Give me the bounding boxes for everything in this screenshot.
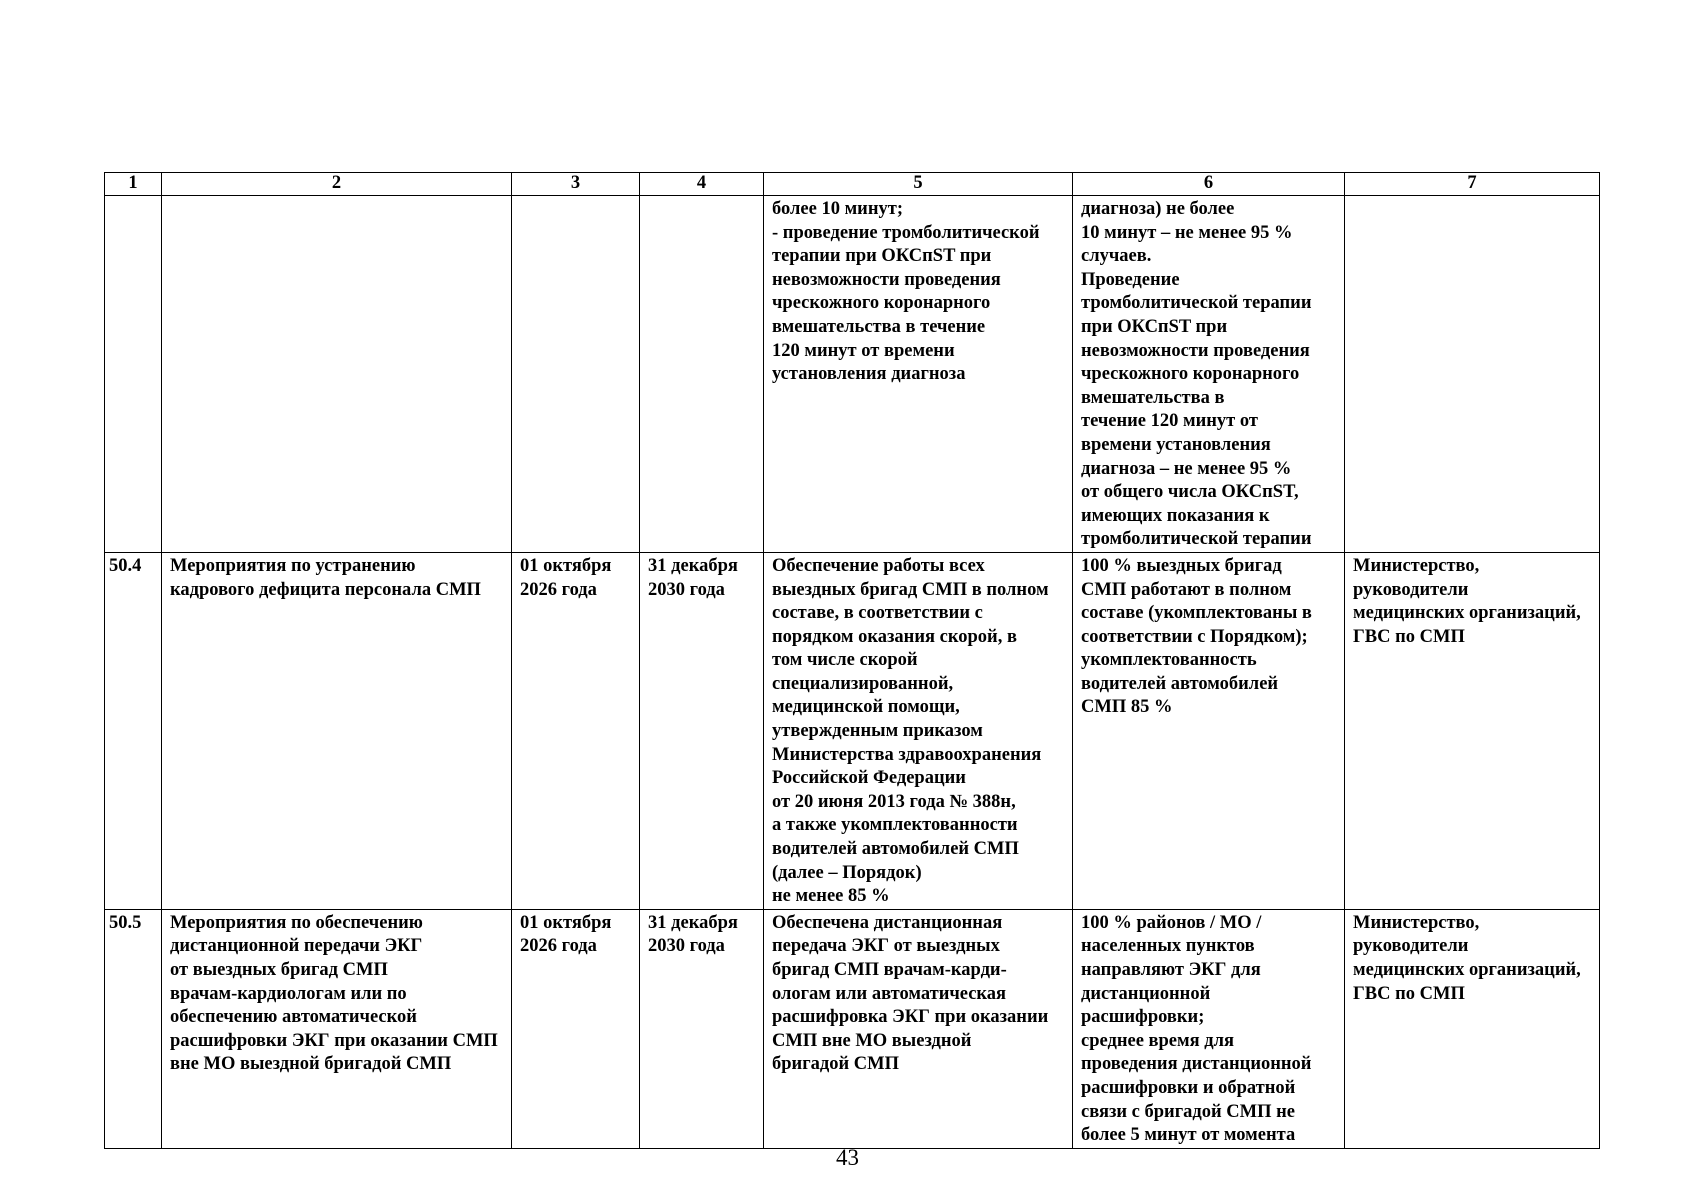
row-number-cell bbox=[105, 909, 162, 1148]
column-number: 2 bbox=[162, 173, 512, 196]
row-number-cell bbox=[105, 552, 162, 909]
end-date-cell bbox=[640, 196, 764, 553]
start-date-cell bbox=[512, 909, 640, 1148]
end-date-cell bbox=[640, 552, 764, 909]
indicator-cell bbox=[1073, 552, 1345, 909]
start-date-cell bbox=[512, 552, 640, 909]
table-row bbox=[105, 909, 1600, 1148]
column-number: 3 bbox=[512, 173, 640, 196]
row-number: 50.4 bbox=[109, 555, 142, 576]
activity-text: Мероприятия по устранению кадрового дефицита персонала СМП bbox=[170, 555, 481, 600]
end-date: 31 декабря 2030 года bbox=[648, 912, 738, 957]
responsible-text: Министерство, руководители медицинских организаций, ГВС по СМП bbox=[1353, 555, 1581, 647]
activity-cell bbox=[162, 196, 512, 553]
indicator-cell bbox=[1073, 909, 1345, 1148]
column-number: 1 bbox=[105, 173, 162, 196]
page-number: 43 bbox=[836, 1145, 859, 1170]
activity-cell bbox=[162, 909, 512, 1148]
responsible-text: Министерство, руководители медицинских организаций, ГВС по СМП bbox=[1353, 912, 1581, 1004]
start-date-cell bbox=[512, 196, 640, 553]
column-number: 7 bbox=[1345, 173, 1600, 196]
column-number: 4 bbox=[640, 173, 764, 196]
end-date-cell bbox=[640, 909, 764, 1148]
result-text: Обеспечение работы всех выездных бригад СМП в полном составе, в соответствии с порядком оказания скорой, в том числе скорой специализированной, медицинской помощи, утвержденным приказом Министерства здравоохранения Российской Федерации от 20 июня 2013 года № 388н, а также укомплектованности водителей автомобилей СМП (далее – Порядок) не менее 85 % bbox=[772, 555, 1049, 907]
measures-table bbox=[104, 172, 1600, 1149]
row-number-cell bbox=[105, 196, 162, 553]
activity-text: Мероприятия по обеспечению дистанционной передачи ЭКГ от выездных бригад СМП врачам-кардиологам или по обеспечению автоматической расшифровки ЭКГ при оказании СМП вне МО выездной бригадой СМП bbox=[170, 912, 498, 1075]
start-date: 01 октября 2026 года bbox=[520, 555, 612, 600]
result-text: Обеспечена дистанционная передача ЭКГ от выездных бригад СМП врачам-карди- ологам или автоматическая расшифровка ЭКГ при оказании СМП вне МО выездной бригадой СМП bbox=[772, 912, 1049, 1075]
column-number: 5 bbox=[764, 173, 1073, 196]
result-cell bbox=[764, 909, 1073, 1148]
start-date: 01 октября 2026 года bbox=[520, 912, 612, 957]
indicator-text: 100 % выездных бригад СМП работают в полном составе (укомплектованы в соответствии с Порядком); укомплектованность водителей автомобилей СМП 85 % bbox=[1081, 555, 1312, 718]
result-cell bbox=[764, 196, 1073, 553]
table-row bbox=[105, 196, 1600, 553]
responsible-cell bbox=[1345, 909, 1600, 1148]
activity-cell bbox=[162, 552, 512, 909]
column-number: 6 bbox=[1073, 173, 1345, 196]
indicator-text: 100 % районов / МО / населенных пунктов направляют ЭКГ для дистанционной расшифровки; среднее время для проведения дистанционной расшифровки и обратной связи с бригадой СМП не более 5 минут от момента bbox=[1081, 912, 1312, 1146]
responsible-cell bbox=[1345, 552, 1600, 909]
responsible-cell bbox=[1345, 196, 1600, 553]
result-text: более 10 минут; - проведение тромболитической терапии при ОКСпST при невозможности проведения чрескожного коронарного вмешательства в течение 120 минут от времени установления диагноза bbox=[772, 199, 1040, 385]
column-number-row bbox=[105, 173, 1600, 196]
result-cell bbox=[764, 552, 1073, 909]
end-date: 31 декабря 2030 года bbox=[648, 555, 738, 600]
indicator-cell bbox=[1073, 196, 1345, 553]
indicator-text: диагноза) не более 10 минут – не менее 95 % случаев. Проведение тромболитической терапии при ОКСпST при невозможности проведения чрескожного коронарного вмешательства в течение 120 минут от времени установления диагноза – не менее 95 % от общего числа ОКСпST, имеющих показания к тромболитической терапии bbox=[1081, 199, 1312, 550]
row-number: 50.5 bbox=[109, 912, 142, 933]
table-row bbox=[105, 552, 1600, 909]
